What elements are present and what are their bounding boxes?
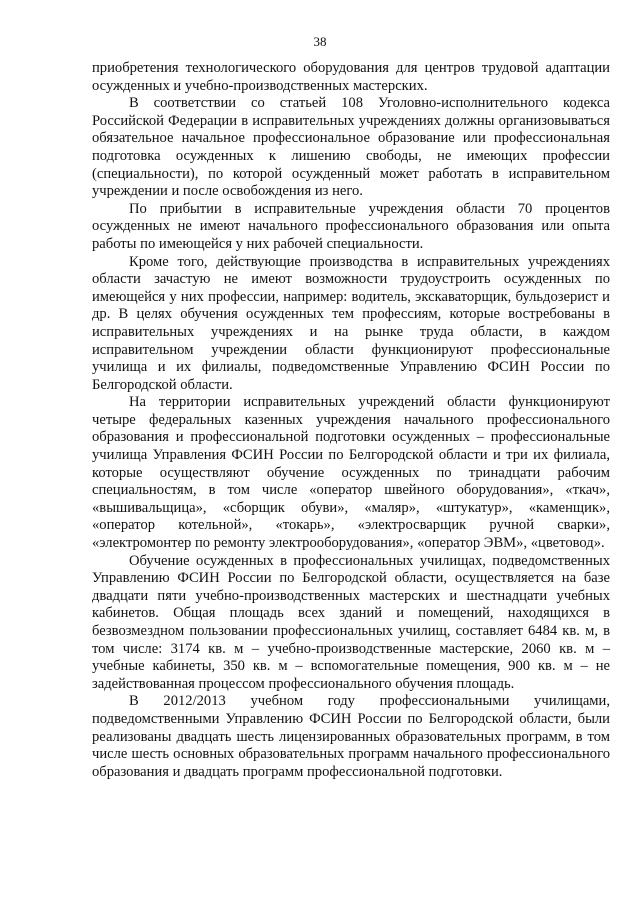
document-body xyxy=(92,60,610,781)
paragraph-educational-programs: В 2012/2013 учебном году профессиональными училищами, подведомственными Управлению ФСИН России по Белгородской области, были реализованы двадцать шесть лицензированных образовательных программ, в том числе шесть основных образовательных программ начального профессионального образования и двадцать программ профессиональной подготовки. xyxy=(92,693,610,780)
paragraph-article-108: В соответствии со статьей 108 Уголовно-исполнительного кодекса Российской Федерации в исправительных учреждениях должны организовываться обязательное начальное профессиональное образование или профессиональная подготовка осужденных к лишению свободы, не имеющих профессии (специальности), по которой осужденный может работать в исправительном учреждении и после освобождения из него. xyxy=(92,95,610,200)
paragraph-arrival-statistics: По прибытии в исправительные учреждения области 70 процентов осужденных не имеют начального профессионального образования или опыта работы по имеющейся у них рабочей специальности. xyxy=(92,200,610,252)
paragraph-continuation: приобретения технологического оборудования для центров трудовой адаптации осужденных и учебно-производственных мастерских. xyxy=(92,60,610,94)
paragraph-vocational-schools: На территории исправительных учреждений области функционируют четыре федеральных казенных учреждения начального профессионального образования и профессиональной подготовки осужденных – профессиональные училища Управления ФСИН России по Белгородской области и три их филиала, которые осуществляют обучение осужденных по тринадцати рабочим специальностям, в том числе «оператор швейного оборудования», «ткач», «вышивальщица», «сборщик обуви», «маляр», «штукатур», «каменщик», «оператор котельной», «токарь», «электросварщик ручной сварки», «электромонтер по ремонту электрооборудования», «оператор ЭВМ», «цветовод». xyxy=(92,394,610,552)
page-number: 38 xyxy=(313,34,327,49)
paragraph-training-facilities: Обучение осужденных в профессиональных училищах, подведомственных Управлению ФСИН России по Белгородской области, осуществляется на базе двадцати пяти учебно-производственных мастерских и шестнадцати учебных кабинетов. Общая площадь всех зданий и помещений, находящихся в безвозмездном пользовании профессиональных училищ, составляет 6484 кв. м, в том числе: 3174 кв. м – учебно-производственные мастерские, 2060 кв. м – учебные кабинеты, 350 кв. м – вспомогательные помещения, 900 кв. м – не задействованная процессом профессионального обучения площадь. xyxy=(92,552,610,692)
paragraph-production-employment: Кроме того, действующие производства в исправительных учреждениях области зачастую не имеют возможности трудоустроить осужденных по имеющейся у них профессии, например: водитель, экскаваторщик, бульдозерист и др. В целях обучения осужденных тем профессиям, которые востребованы в исправительных учреждениях и на рынке труда области, в каждом исправительном учреждении области функционируют профессиональные училища и их филиалы, подведомственные Управлению ФСИН России по Белгородской области. xyxy=(92,253,610,393)
